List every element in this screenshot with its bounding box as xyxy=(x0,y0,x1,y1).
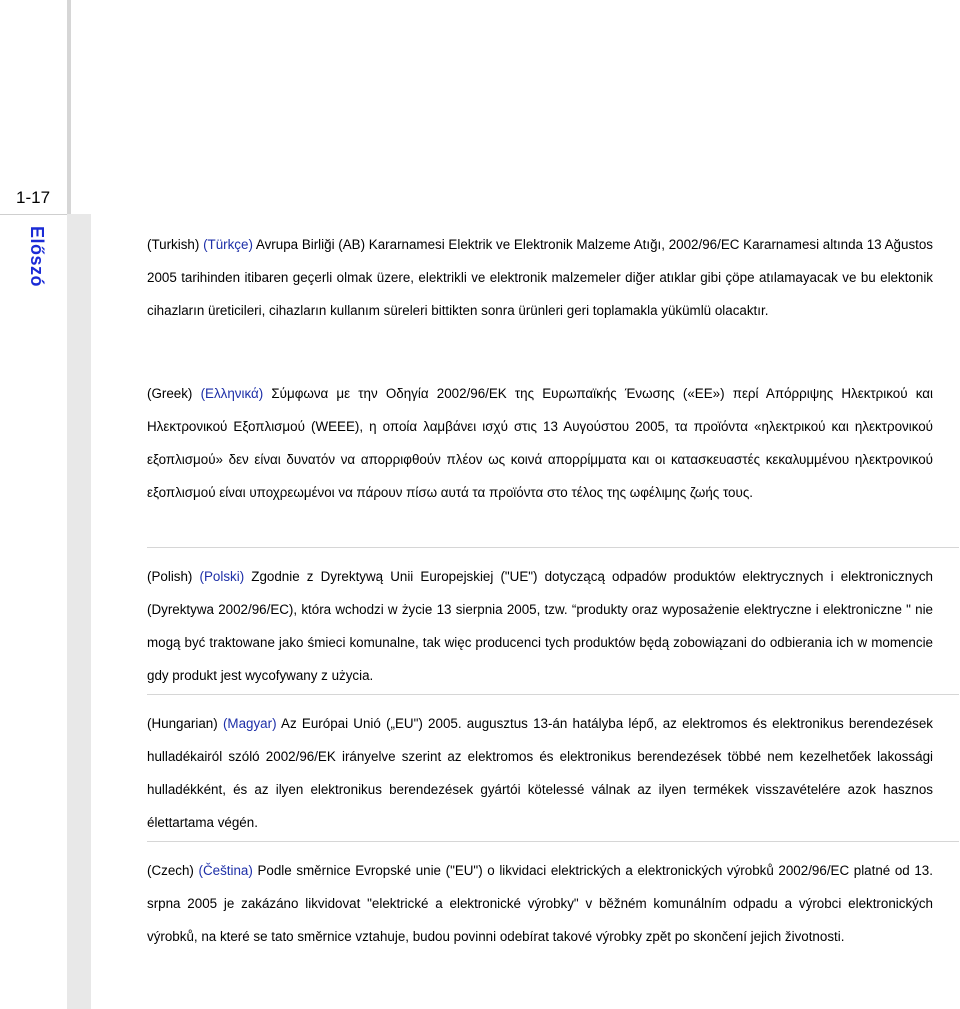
language-label: (Hungarian) xyxy=(147,716,218,731)
native-language-label: (Magyar) xyxy=(222,716,277,731)
section-polish xyxy=(147,548,933,694)
section-text: Az Európai Unió („EU") 2005. augusztus 13-án hatályba lépő, az elektromos és elektronikus berendezések hulladékairól szóló 2002/96/EK irányelve szerint az elektromos és elektronikus berendezések többé nem kezelhetőek lakossági hulladékként, és az ilyen elektronikus berendezések gyártói kötelessé válnak az ilyen termékek visszavételére azok hasznos élettartama végén. xyxy=(147,716,933,830)
header-rule xyxy=(0,214,70,215)
section-greek xyxy=(147,363,933,547)
language-label: (Polish) xyxy=(147,569,193,584)
language-label: (Czech) xyxy=(147,863,194,878)
chapter-tab xyxy=(26,226,56,296)
section-turkish xyxy=(147,228,933,363)
page-number: 1-17 xyxy=(16,188,51,207)
document-body xyxy=(147,228,933,988)
section-hungarian xyxy=(147,695,933,841)
section-text: Avrupa Birliği (AB) Kararnamesi Elektrik ve Elektronik Malzeme Atığı, 2002/96/EC Kararnamesi altında 13 Ağustos 2005 tarihinden itibaren geçerli olmak üzere, elektrikli ve elektronik malzemeler diğer atıklar gibi çöpe atılamayacak ve bu elektonik cihazların üreticileri, cihazların kullanım süreleri bittikten sonra ürünleri geri toplamakla yükümlü olacaktır. xyxy=(147,237,933,318)
section-czech xyxy=(147,842,933,988)
language-label: (Turkish) xyxy=(147,237,200,252)
native-language-label: (Ελληνικά) xyxy=(200,386,264,401)
native-language-label: (Türkçe) xyxy=(203,237,253,252)
section-text: Σύμφωνα με την Οδηγία 2002/96/ΕΚ της Ευρωπαϊκής Ένωσης («ΕΕ») περί Απόρριψης Ηλεκτρικού και Ηλεκτρονικού Εξοπλισμού (WEEE), η οποία λαμβάνει ισχύ στις 13 Αυγούστου 2005, τα προϊόντα «ηλεκτρικού και ηλεκτρονικού εξοπλισμού» δεν είναι δυνατόν να απορριφθούν πλέον ως κοινά απορρίμματα και οι κατασκευαστές κεκαλυμμένου ηλεκτρονικού εξοπλισμού είναι υποχρεωμένοι να πάρουν πίσω αυτά τα προϊόντα στο τέλος της ωφέλιμης ζωής τους. xyxy=(147,386,933,500)
language-label: (Greek) xyxy=(147,386,193,401)
side-strip xyxy=(67,214,91,1009)
margin-bar xyxy=(67,0,71,214)
chapter-title: Előszó xyxy=(27,226,47,288)
native-language-label: (Polski) xyxy=(199,569,245,584)
section-text: Zgodnie z Dyrektywą Unii Europejskiej ("UE") dotyczącą odpadów produktów elektrycznych i elektronicznych (Dyrektywa 2002/96/EC), która wchodzi w życie 13 sierpnia 2005, tzw. “produkty oraz wyposażenie elektryczne i elektroniczne " nie mogą być traktowane jako śmieci komunalne, tak więc producenci tych produktów będą zobowiązani do odbierania ich w momencie gdy produkt jest wycofywany z użycia. xyxy=(147,569,933,683)
section-text: Podle směrnice Evropské unie ("EU") o likvidaci elektrických a elektronických výrobků 2002/96/EC platné od 13. srpna 2005 je zakázáno likvidovat "elektrické a elektronické výrobky" v běžném komunálním odpadu a výrobci elektronických výrobků, na které se tato směrnice vztahuje, budou povinni odebírat takové výrobky zpět po skončení jejich životnosti. xyxy=(147,863,933,944)
native-language-label: (Čeština) xyxy=(198,863,253,878)
